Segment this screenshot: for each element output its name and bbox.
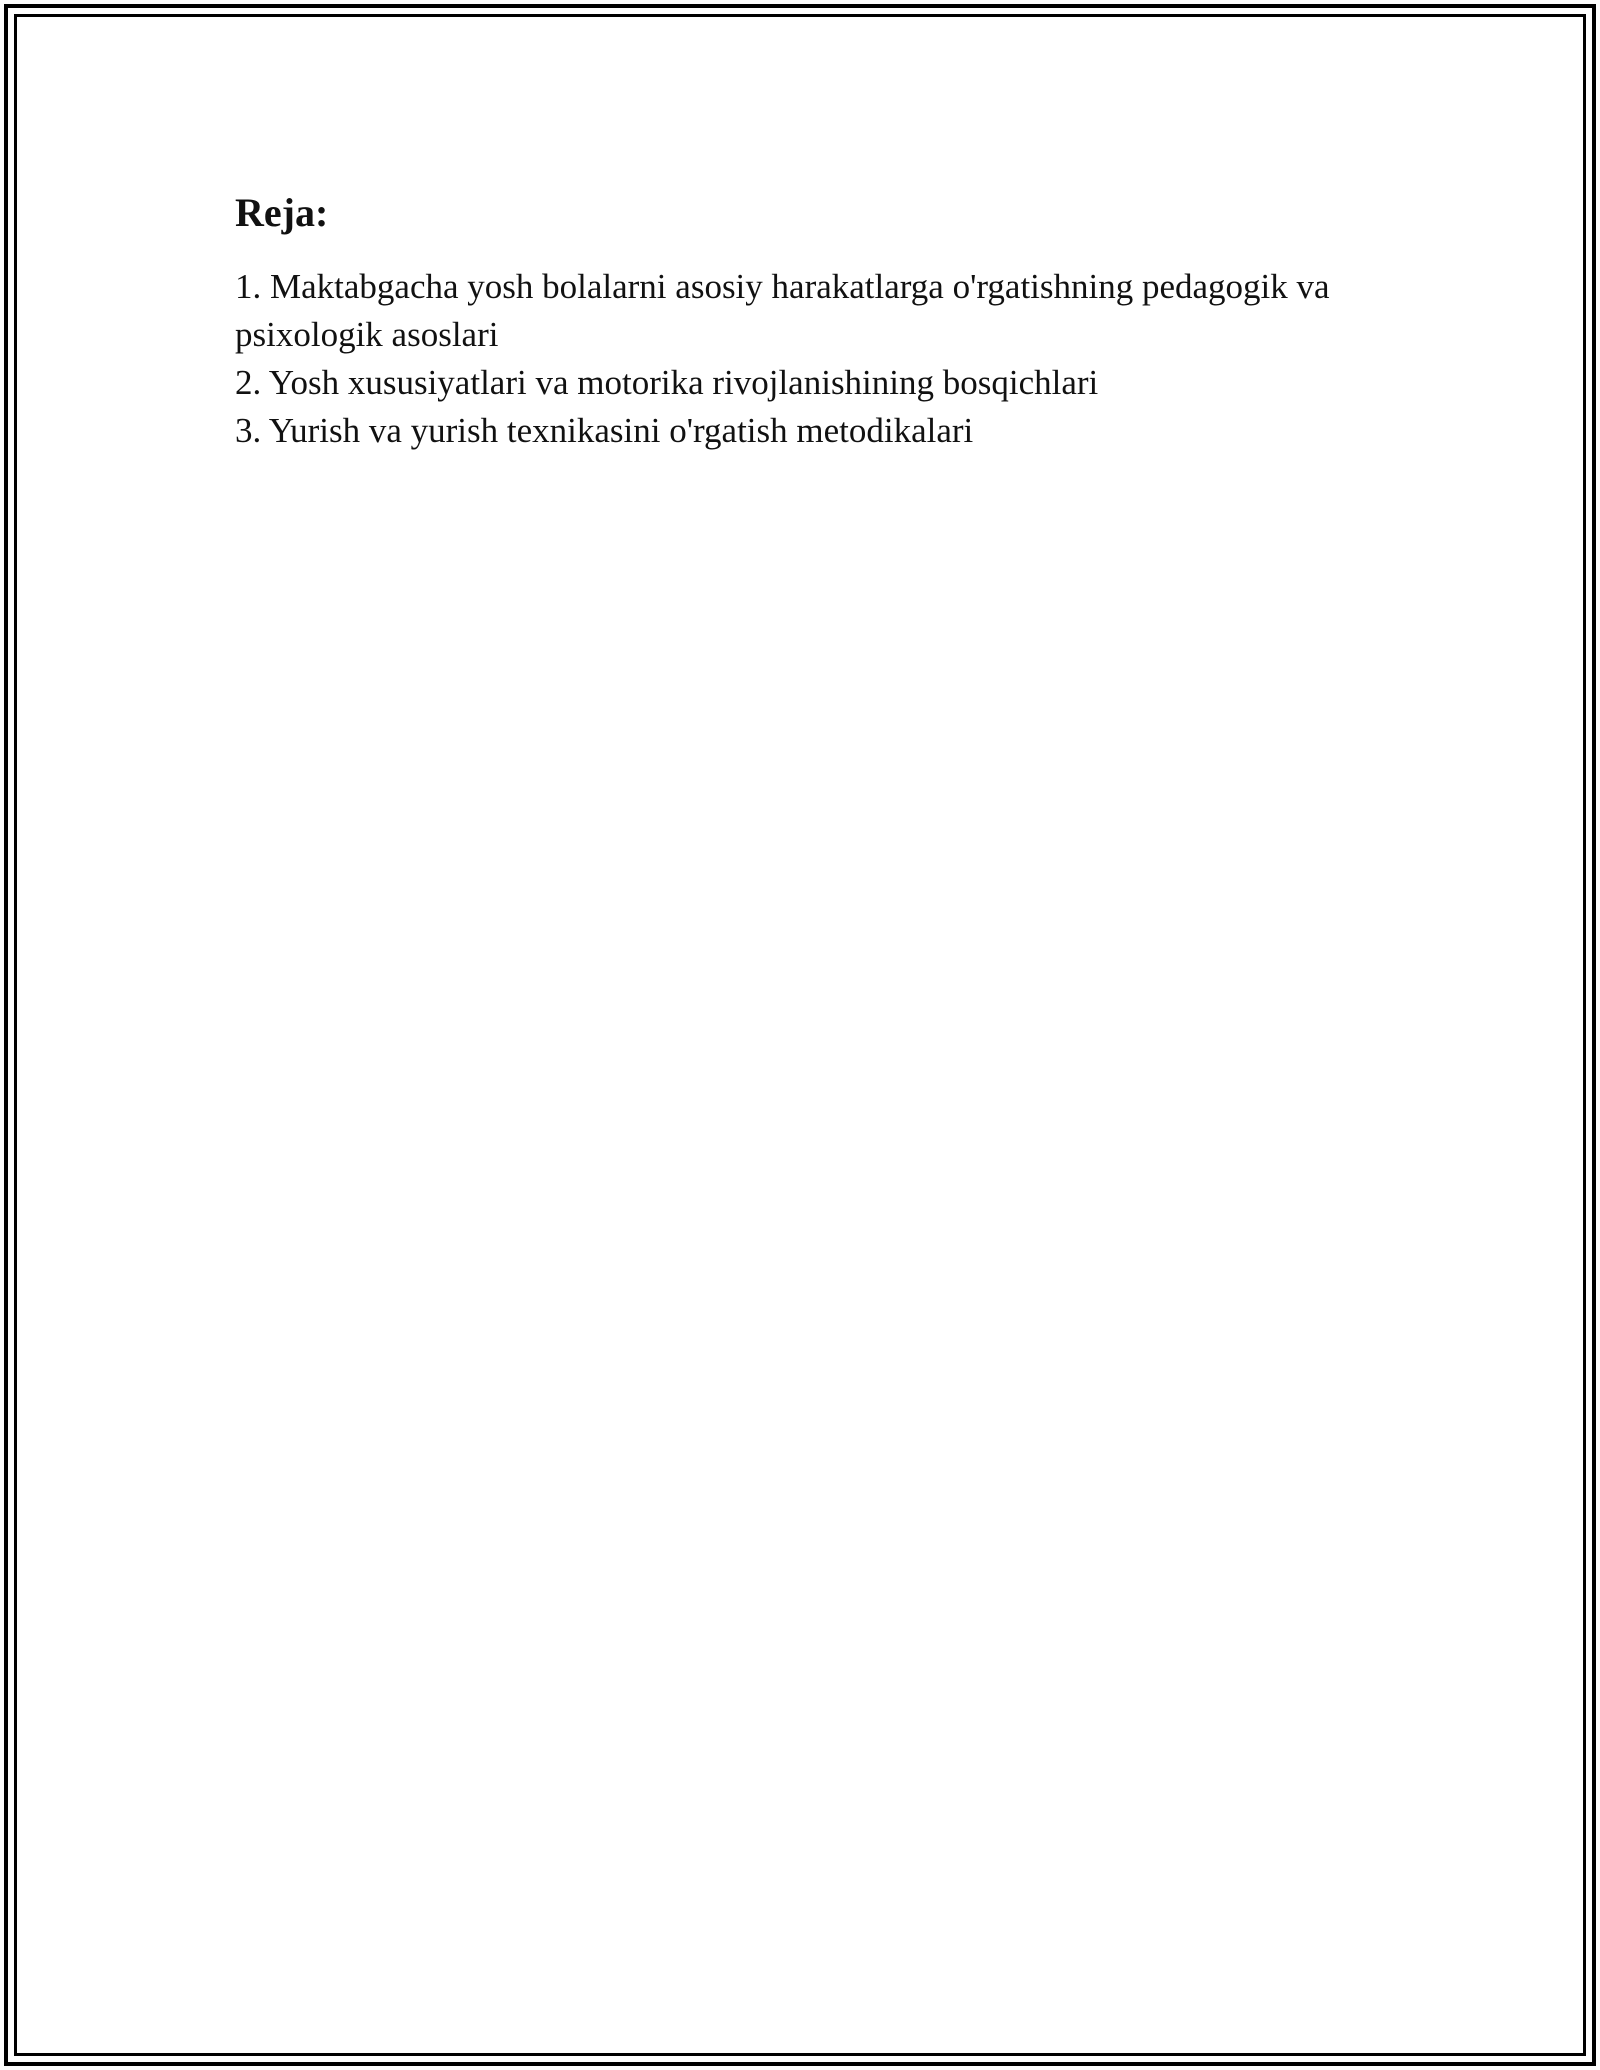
plan-list [235,263,1365,455]
page-content [235,185,1365,455]
plan-heading: Reja: [235,190,329,235]
plan-item-3: 3. Yurish va yurish texnikasini o'rgatish metodikalari [235,411,974,450]
plan-item-2: 2. Yosh xususiyatlari va motorika rivojlanishining bosqichlari [235,363,1099,402]
plan-item-1: 1. Maktabgacha yosh bolalarni asosiy harakatlarga o'rgatishning pedagogik va psixologik asoslari [235,267,1330,354]
